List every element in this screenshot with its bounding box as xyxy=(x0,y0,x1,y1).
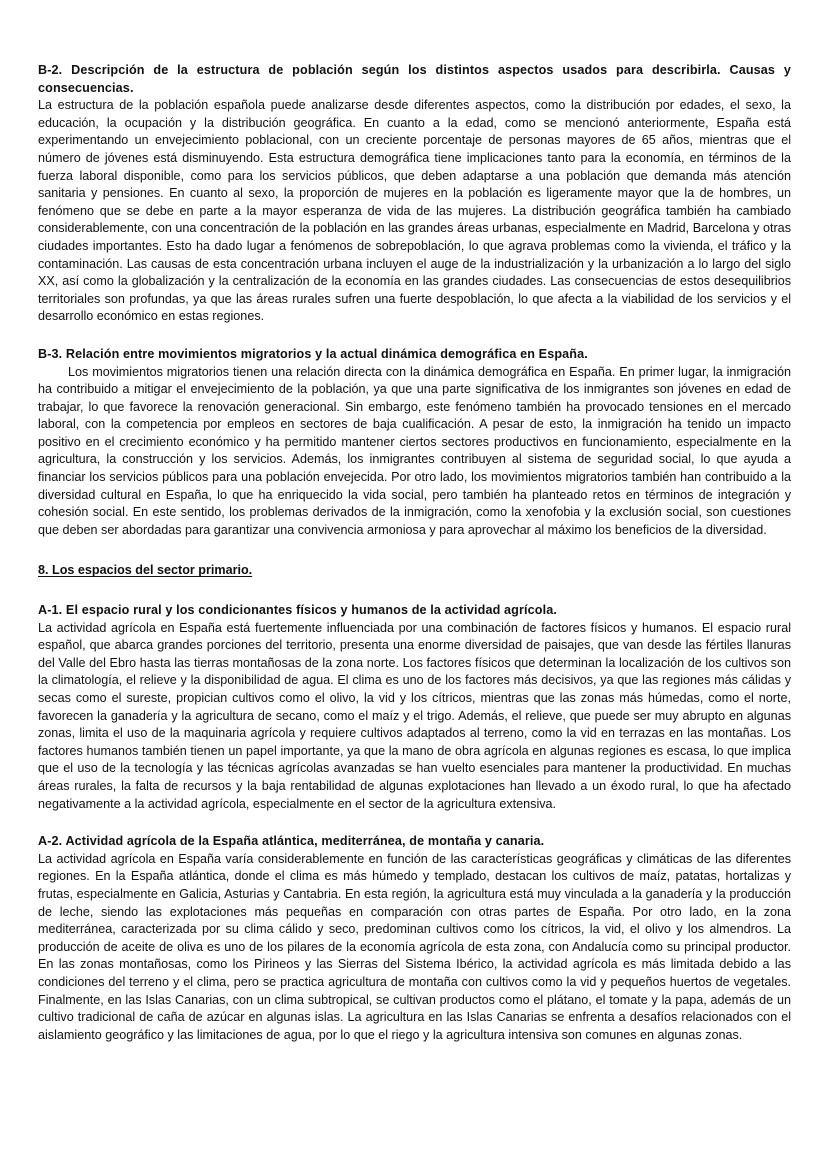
section-b2-paragraph: La estructura de la población española puede analizarse desde diferentes aspectos, como la distribución por edades, el sexo, la educación, la ocupación y la distribución geográfica. En cuanto a la edad, como se mencionó anteriormente, España está experimentando un envejecimiento poblacional, con un creciente porcentaje de personas mayores de 65 años, mientras que el número de jóvenes está disminuyendo. Esta estructura demográfica tiene implicaciones tanto para la economía, en términos de la fuerza laboral disponible, como para los servicios públicos, que deben adaptarse a una población que demanda más atención sanitaria y pensiones. En cuanto al sexo, la proporción de mujeres en la población es ligeramente mayor que la de hombres, un fenómeno que se debe en parte a la mayor esperanza de vida de las mujeres. La distribución geográfica también ha cambiado considerablemente, con una concentración de la población en las grandes áreas urbanas, especialmente en Madrid, Barcelona y otras ciudades importantes. Esto ha dado lugar a fenómenos de sobrepoblación, lo que agrava problemas como la vivienda, el tráfico y la contaminación. Las causas de esta concentración urbana incluyen el auge de la industrialización y la urbanización a lo largo del siglo XX, así como la globalización y la centralización de la economía en las grandes ciudades. Las consecuencias de estos desequilibrios territoriales son profundas, ya que las áreas rurales sufren una fuerte despoblación, lo que afecta a la viabilidad de los servicios y el desarrollo económico en estas regiones. xyxy=(38,98,791,324)
subsection-a2-heading: A-2. Actividad agrícola de la España atlántica, mediterránea, de montaña y canaria. xyxy=(38,834,545,849)
spacer xyxy=(38,326,791,346)
section-b2-heading: B-2. Descripción de la estructura de población según los distintos aspectos usados para describirla. Causas y consecuencias. xyxy=(38,63,791,95)
section-b3-paragraph: Los movimientos migratorios tienen una relación directa con la dinámica demográfica en España. En primer lugar, la inmigración ha contribuido a mitigar el envejecimiento de la población, ya que una parte significativa de los inmigrantes son jóvenes en edad de trabajar, lo que favorece la renovación generacional. Sin embargo, este fenómeno también ha provocado tensiones en el mercado laboral, con la competencia por empleos en sectores de baja cualificación. A pesar de esto, la inmigración ha tenido un impacto positivo en el crecimiento económico y ha permitido mantener ciertos sectores productivos en funcionamiento, especialmente en la agricultura, la construcción y los servicios. Además, los inmigrantes contribuyen al sistema de seguridad social, lo que ayuda a financiar los servicios públicos para una población envejecida. Por otro lado, los movimientos migratorios también han contribuido a la diversidad cultural en España, lo que ha enriquecido la vida social, pero también ha planteado retos en términos de integración y cohesión social. En este sentido, los problemas derivados de la inmigración, como la xenofobia y la exclusión social, son cuestiones que deben ser abordadas para garantizar una convivencia armoniosa y para aprovechar al máximo los beneficios de la diversidad. xyxy=(38,364,791,537)
subsection-a2 xyxy=(38,833,791,1044)
section-b3-heading: B-3. Relación entre movimientos migratorios y la actual dinámica demográfica en España. xyxy=(38,346,588,361)
subsection-a1-heading: A-1. El espacio rural y los condicionantes físicos y humanos de la actividad agrícola. xyxy=(38,603,557,618)
subsection-a2-paragraph: La actividad agrícola en España varía considerablemente en función de las características geográficas y climáticas de las diferentes regiones. En la España atlántica, donde el clima es más húmedo y templado, destacan los cultivos de maíz, patatas, hortalizas y frutas, especialmente en Galicia, Asturias y Cantabria. En esta región, la agricultura está muy vinculada a la ganadería y la producción de leche, siendo las explotaciones más pequeñas en comparación con otras partes de España. Por otro lado, en la zona mediterránea, caracterizada por su clima cálido y seco, predominan cultivos como los cítricos, la vid, el olivo y los almendros. La producción de aceite de oliva es uno de los pilares de la economía agrícola de esta zona, con Andalucía como su principal productor. En las zonas montañosas, como los Pirineos y las Sierras del Sistema Ibérico, la actividad agrícola es más limitada debido a las condiciones del terreno y el clima, pero se practica agricultura de montaña con cultivos como la vid y pequeños huertos de vegetales. Finalmente, en las Islas Canarias, con un clima subtropical, se cultivan productos como el plátano, el tomate y la papa, además de un cultivo tradicional de caña de azúcar en algunas islas. La agricultura en las Islas Canarias se enfrenta a desafíos relacionados con el aislamiento geográfico y las limitaciones de agua, por lo que el riego y la agricultura intensiva son comunes en algunas zonas. xyxy=(38,851,791,1042)
spacer xyxy=(38,813,791,833)
spacer xyxy=(38,580,791,602)
section-8-title: 8. Los espacios del sector primario. xyxy=(38,563,253,578)
section-8-title-wrap xyxy=(38,561,791,580)
spacer xyxy=(38,539,791,561)
section-b2 xyxy=(38,62,791,326)
subsection-a1-paragraph: La actividad agrícola en España está fuertemente influenciada por una combinación de factores físicos y humanos. El espacio rural español, que abarca grandes porciones del territorio, presenta una enorme diversidad de paisajes, que van desde las fértiles llanuras del Valle del Ebro hasta las tierras montañosas de la zona norte. Los factores físicos que determinan la localización de los cultivos son la climatología, el relieve y la disponibilidad de agua. El clima es uno de los factores más decisivos, ya que las regiones más cálidas y secas como el sureste, propician cultivos como el olivo, la vid y los cítricos, mientras que las zonas más húmedas, como el norte, favorecen la ganadería y la agricultura de secano, como el maíz y el trigo. Además, el relieve, que puede ser muy abrupto en algunas zonas, limita el uso de la maquinaria agrícola y requiere cultivos adaptados al terreno, como la vid en terrazas en las montañas. Los factores humanos también tienen un papel importante, ya que la mano de obra agrícola en algunas regiones es escasa, lo que implica que el uso de la tecnología y las técnicas agrícolas avanzadas se han vuelto esenciales para mantener la productividad. En muchas áreas rurales, la falta de recursos y la baja rentabilidad de algunas explotaciones han llevado a un éxodo rural, lo que ha afectado negativamente a la actividad agrícola, especialmente en el sector de la agricultura extensiva. xyxy=(38,620,791,811)
section-b3 xyxy=(38,346,791,540)
document-body xyxy=(38,62,791,1044)
subsection-a1 xyxy=(38,602,791,813)
